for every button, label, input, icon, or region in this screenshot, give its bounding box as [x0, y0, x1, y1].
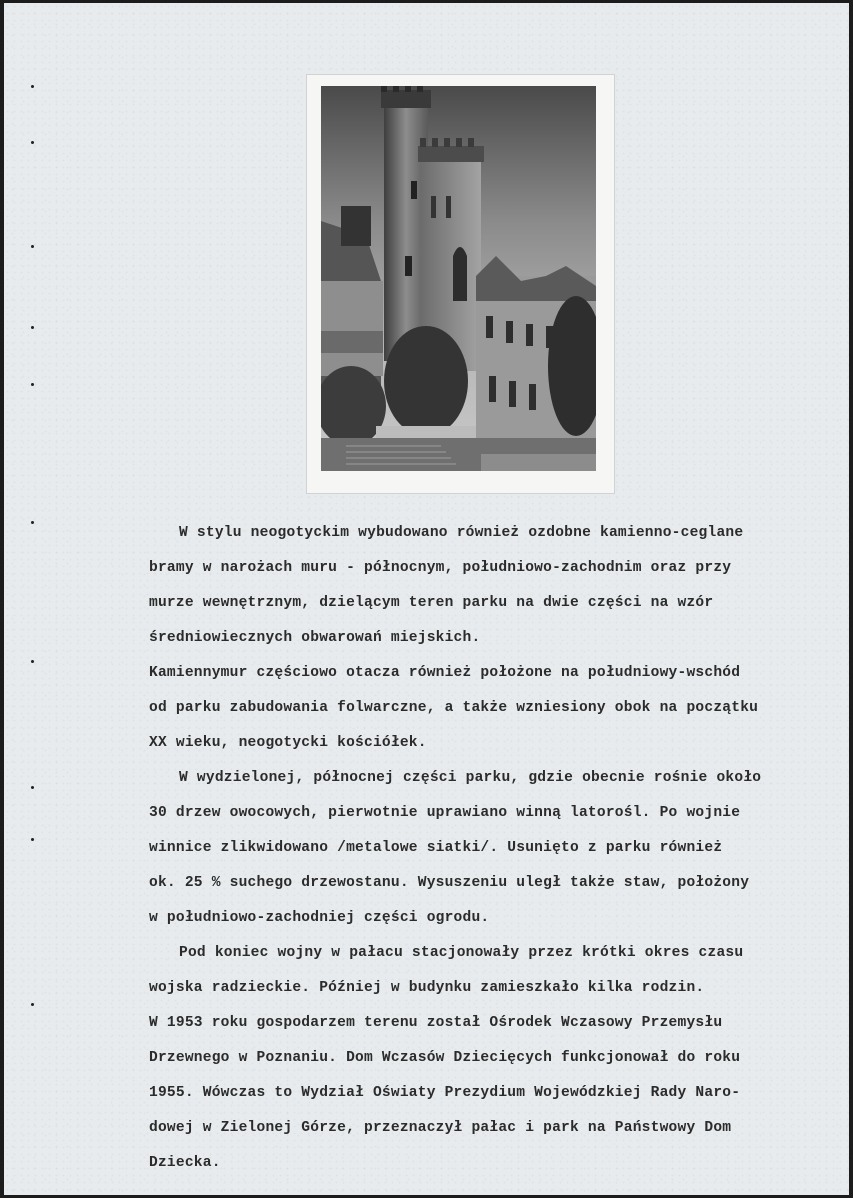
margin-mark — [31, 141, 34, 144]
text-line: dowej w Zielonej Górze, przeznaczył pałac i park na Państwowy Dom — [149, 1120, 732, 1136]
text-line: 30 drzew owocowych, pierwotnie uprawiano winną latorośl. Po wojnie — [149, 805, 741, 821]
text-line: Drzewnego w Poznaniu. Dom Wczasów Dziecięcych funkcjonował do roku — [149, 1050, 741, 1066]
text-line: XX wieku, neogotycki kościółek. — [149, 735, 427, 751]
text-line: Pod koniec wojny w pałacu stacjonowały przez krótki okres czasu — [179, 945, 744, 961]
margin-mark — [31, 838, 34, 841]
text-line: bramy w narożach muru - północnym, południowo-zachodnim oraz przy — [149, 560, 732, 576]
text-line: wojska radzieckie. Później w budynku zamieszkało kilka rodzin. — [149, 980, 705, 996]
palace-photo-image — [321, 86, 596, 471]
margin-mark — [31, 1003, 34, 1006]
margin-mark — [31, 383, 34, 386]
text-line: średniowiecznych obwarowań miejskich. — [149, 630, 481, 646]
text-line: winnice zlikwidowano /metalowe siatki/. Usunięto z parku również — [149, 840, 723, 856]
text-line: W 1953 roku gospodarzem terenu został Ośrodek Wczasowy Przemysłu — [149, 1015, 723, 1031]
margin-mark — [31, 660, 34, 663]
text-line: w południowo-zachodniej części ogrodu. — [149, 910, 490, 926]
text-line: W wydzielonej, północnej części parku, gdzie obecnie rośnie około — [179, 770, 762, 786]
text-line: Kamiennymur częściowo otacza również położone na południowy-wschód — [149, 665, 741, 681]
margin-mark — [31, 326, 34, 329]
palace-photo — [321, 86, 596, 471]
text-line: ok. 25 % suchego drzewostanu. Wysuszeniu uległ także staw, położony — [149, 875, 750, 891]
margin-mark — [31, 521, 34, 524]
text-line: od parku zabudowania folwarczne, a także wzniesiony obok na początku — [149, 700, 759, 716]
photo-card — [307, 75, 614, 493]
text-line: 1955. Wówczas to Wydział Oświaty Prezydium Wojewódzkiej Rady Naro- — [149, 1085, 741, 1101]
margin-mark — [31, 245, 34, 248]
text-line: Dziecka. — [149, 1155, 221, 1171]
document-page — [4, 3, 849, 1195]
margin-mark — [31, 85, 34, 88]
text-line: murze wewnętrznym, dzielącym teren parku na dwie części na wzór — [149, 595, 714, 611]
text-line: W stylu neogotyckim wybudowano również ozdobne kamienno-ceglane — [179, 525, 744, 541]
margin-mark — [31, 786, 34, 789]
